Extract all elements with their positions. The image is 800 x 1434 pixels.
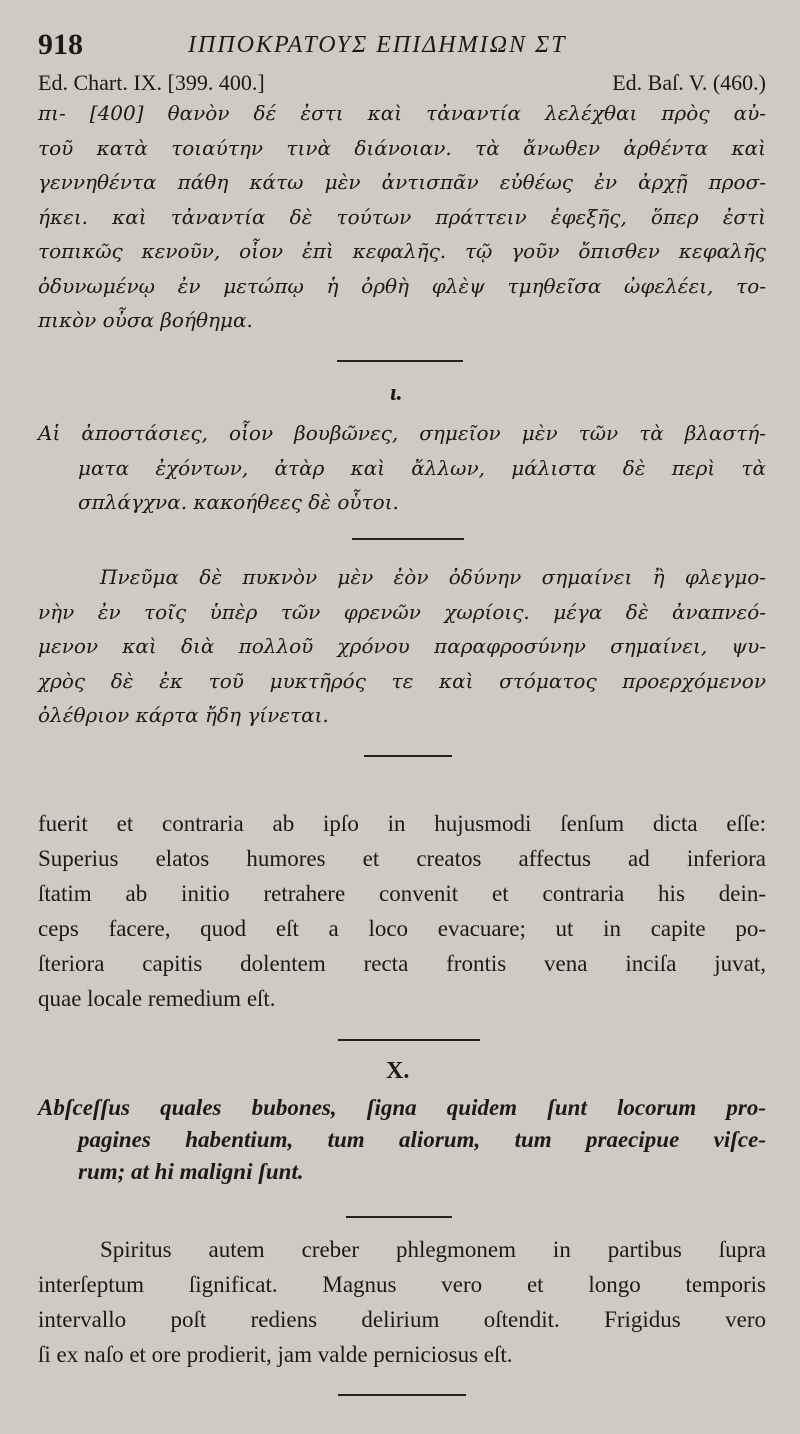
edition-references bbox=[38, 70, 766, 98]
section-divider bbox=[337, 360, 463, 362]
text-line: ματα ἐχόντων, ἀτὰρ καὶ ἄλλων, μάλιστα δὲ περὶ τὰ bbox=[78, 455, 766, 480]
text-line: Spiritus autem creber phlegmonem in partibus ſupra bbox=[100, 1237, 766, 1262]
edition-right: Ed. Baſ. V. (460.) bbox=[612, 70, 766, 95]
latin-section-number: X. bbox=[386, 1058, 410, 1084]
text-line: γεννηθέντα πάθη κάτω μὲν ἀντισπᾶν εὐθέως ἐν ἀρχῇ προσ- bbox=[38, 170, 766, 194]
running-title: ΙΠΠΟΚΡΑΤΟΥΣ ΕΠΙΔΗΜΙΩΝ ΣΤ bbox=[188, 32, 567, 58]
text-line: interſeptum ſignificat. Magnus vero et longo temporis bbox=[38, 1272, 766, 1297]
text-line: fuerit et contraria ab ipſo in hujusmodi ſenſum dicta eſſe: bbox=[38, 811, 766, 836]
text-line: πι- [400] θανὸν δέ ἐστι καὶ τἀναντία λελέχθαι πρὸς αὐ- bbox=[38, 101, 766, 125]
section-divider bbox=[338, 1394, 466, 1396]
section-divider bbox=[352, 538, 464, 540]
greek-paragraph-2 bbox=[38, 560, 766, 733]
text-line: intervallo poſt rediens delirium oſtendit. Frigidus vero bbox=[38, 1307, 766, 1332]
section-divider bbox=[338, 1039, 480, 1041]
text-line: quae locale remedium eſt. bbox=[38, 986, 276, 1011]
text-line: Αἱ ἀποστάσιες, οἷον βουβῶνες, σημεῖον μὲν τῶν τὰ βλαστή- bbox=[38, 421, 766, 445]
text-line: pagines habentium, tum aliorum, tum praecipue viſce- bbox=[78, 1127, 766, 1152]
edition-left: Ed. Chart. IX. [399. 400.] bbox=[38, 70, 265, 95]
text-line: νὴν ἐν τοῖς ὑπὲρ τῶν φρενῶν χωρίοις. μέγα δὲ ἀναπνεό- bbox=[38, 599, 766, 624]
section-divider bbox=[346, 1216, 452, 1218]
text-line: πικὸν οὖσα βοήθημα. bbox=[38, 308, 253, 332]
greek-section-number: ι. bbox=[390, 380, 403, 406]
text-line: ſi ex naſo et ore prodierit, jam valde perniciosus eſt. bbox=[38, 1342, 513, 1367]
text-line: σπλάγχνα. κακοήθεες δὲ οὗτοι. bbox=[78, 490, 399, 514]
latin-paragraph-2 bbox=[38, 1232, 766, 1372]
text-line: χρὸς δὲ ἐκ τοῦ μυκτῆρός τε καὶ στόματος προερχόμενον bbox=[38, 668, 766, 693]
text-line: Abſceſſus quales bubones, ſigna quidem ſunt locorum pro- bbox=[38, 1095, 766, 1120]
text-line: ὀδυνωμένῳ ἐν μετώπῳ ἡ ὀρθὴ φλὲψ τμηθεῖσα ὠφελέει, το- bbox=[38, 273, 766, 298]
running-header bbox=[38, 28, 762, 66]
section-divider bbox=[364, 755, 452, 757]
text-line: τοῦ κατὰ τοιαύτην τινὰ διάνοιαν. τὰ ἄνωθεν ἀρθέντα καὶ bbox=[38, 135, 766, 160]
latin-paragraph-1 bbox=[38, 806, 766, 1016]
text-line: ήκει. καὶ τἀναντία δὲ τούτων πράττειν ἐφεξῆς, ὅπερ ἐστὶ bbox=[38, 204, 766, 229]
text-line: rum; at hi maligni ſunt. bbox=[78, 1159, 304, 1184]
text-line: Superius elatos humores et creatos affectus ad inferiora bbox=[38, 846, 766, 871]
text-line: Πνεῦμα δὲ πυκνὸν μὲν ἐὸν ὀδύνην σημαίνει ἢ φλεγμο- bbox=[100, 565, 766, 589]
greek-aphorism bbox=[38, 416, 766, 520]
page-number: 918 bbox=[38, 28, 83, 61]
text-line: ὀλέθριον κάρτα ἤδη γίνεται. bbox=[38, 703, 329, 727]
text-line: ſteriora capitis dolentem recta frontis vena inciſa juvat, bbox=[38, 951, 766, 976]
text-line: ſtatim ab initio retrahere convenit et contraria his dein- bbox=[38, 881, 766, 906]
text-line: μενον καὶ διὰ πολλοῦ χρόνου παραφροσύνην σημαίνει, ψυ- bbox=[38, 634, 766, 658]
greek-paragraph-1 bbox=[38, 96, 766, 338]
text-line: τοπικῶς κενοῦν, οἷον ἐπὶ κεφαλῆς. τῷ γοῦν ὄπισθεν κεφαλῆς bbox=[38, 239, 766, 263]
latin-aphorism bbox=[38, 1092, 766, 1188]
text-line: ceps facere, quod eſt a loco evacuare; ut in capite po- bbox=[38, 916, 766, 941]
